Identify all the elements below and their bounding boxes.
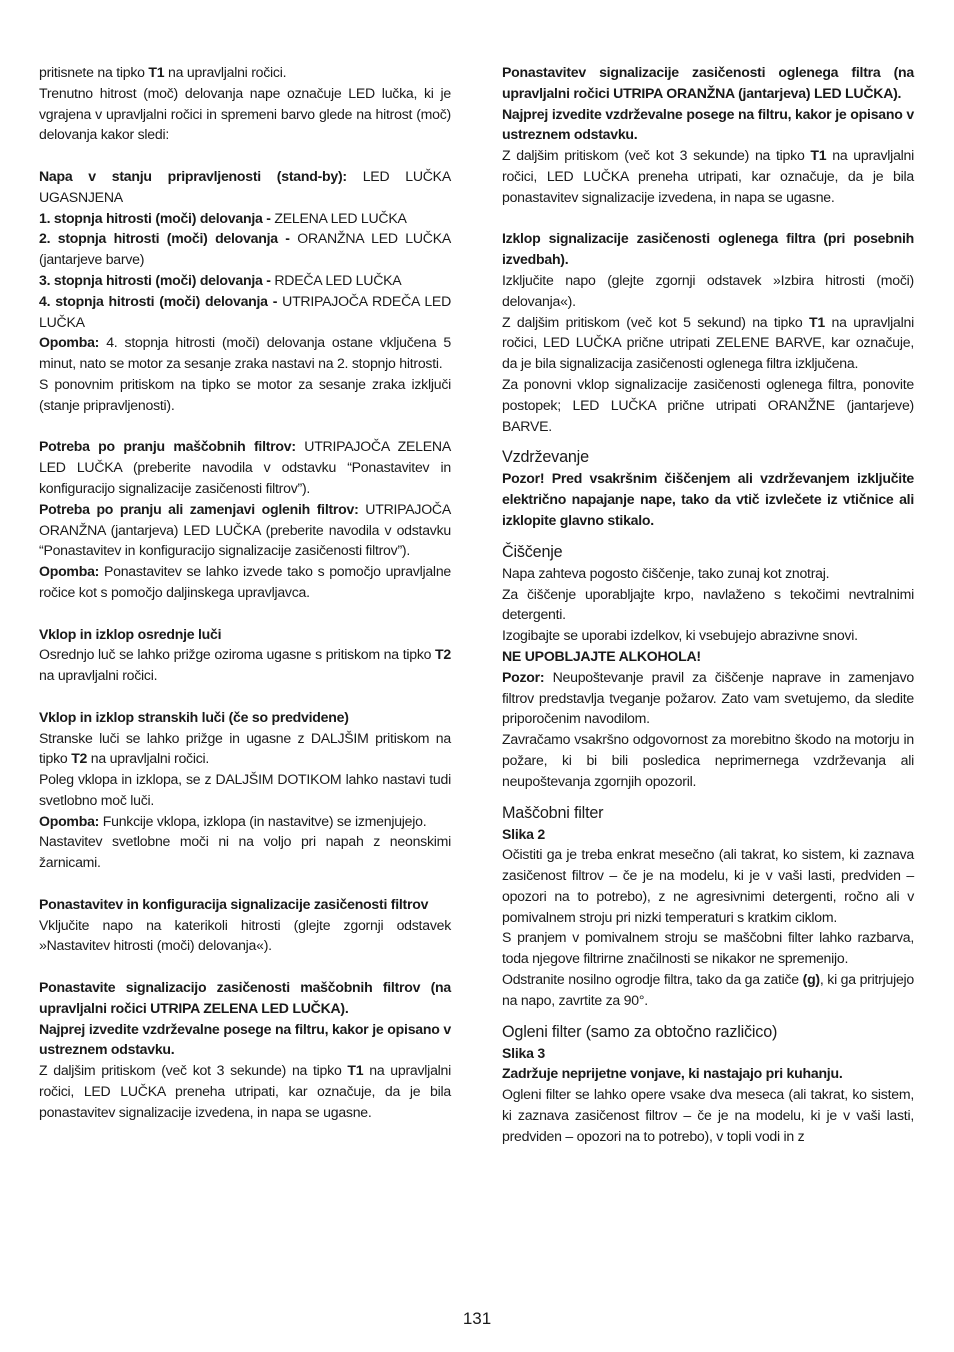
left-column [39,62,451,1123]
figure-label: Slika 3 [502,1044,545,1061]
paragraph: Ogleni filter se lahko opere vsake dva meseca (ali takrat, ko sistem, ki zaznava zasičenost filtrov – če je na modelu, ki je v vaši lasti, predviden – opozori na to potrebo), v topli vodi in z [502,1086,914,1144]
text: Odstranite nosilno ogrodje filtra, tako da ga zatiče [502,971,803,988]
key-label: T1 [347,1062,364,1079]
status-value: ZELENA LED LUČKA [270,209,407,226]
key-label: T1 [809,313,825,330]
note-label: Opomba: [39,334,100,351]
paragraph: Očistiti ga je treba enkrat mesečno (ali takrat, ko sistem, ki zaznava zasičenost filtrov – če je na modelu, ki je v vaši lasti, predviden – opozori na to potrebo), z ne agresivnimi detergenti, ročno ali v pomivalnem stroju pri nizki temperaturi s kratkim ciklom. [502,846,914,925]
warning [502,646,914,667]
part-label: (g) [802,971,820,988]
text: Osrednjo luč se lahko prižge oziroma ugasne s pritiskom na tipko [39,646,436,663]
section-heading-reset-carbon [502,62,914,104]
paragraph: Nastavitev svetlobne moči ni na voljo pri napah z neonskimi žarnicami. [39,833,451,871]
section-heading-reset [39,894,451,915]
warning-text: Najprej izvedite vzdrževalne posege na filtru, kakor je opisano v ustreznem odstavku. [502,105,914,143]
grease-filter-status [39,436,451,498]
text: na upravljalni ročici. [87,750,210,767]
note-label: Opomba: [39,563,100,580]
text: Z daljšim pritiskom (več kot 5 sekund) na tipko [502,313,810,330]
status-label: 2. stopnja hitrosti (moči) delovanja - [39,230,290,247]
key-label: T2 [435,646,451,663]
section-heading-disable-carbon [502,228,914,270]
paragraph: Izključite napo (glejte zgornji odstavek »Izbira hitrosti (moči) delovanja«). [502,271,914,309]
status-label: 1. stopnja hitrosti (moči) delovanja - [39,209,271,226]
text: na upravljalni ročici. [164,64,287,80]
heading-text: Izklop signalizacije zasičenosti oglenega filtra (pri posebnih izvedbah). [502,230,914,268]
note-text: Funkcije vklopa, izklopa (in nastavitve) se izmenjujejo. [99,812,427,829]
heading-text: Ponastavitev signalizacije zasičenosti oglenega filtra (na upravljalni ročici UTRIPA ORANŽNA (jantarjeva) LED LUČKA). [502,64,914,101]
section-title-maintenance: Vzdrževanje [502,448,589,467]
figure-label: Slika 2 [502,825,545,842]
text: na upravljalni ročici, LED LUČKA preneha utripati, kar označuje, da je bila ponastavitev signalizacije izvedena, in napa se ugasne. [39,1062,452,1120]
paragraph [502,312,914,374]
right-column [502,62,914,1147]
note-label: Pozor: [502,668,545,685]
text: na upravljalni ročici. [39,667,158,684]
heading-text: Vklop in izklop stranskih luči (če so predvidene) [39,708,349,725]
warning [502,104,914,146]
text: Stranske luči se lahko prižge in ugasne z DALJŠIM pritiskom na tipko [39,729,451,767]
carbon-filter-status [39,499,451,561]
section-title-cleaning: Čiščenje [502,542,563,561]
paragraph: Zavračamo vsakršno odgovornost za morebitno škodo na motorju in požare, ki bi bili posledica neprimernega vzdrževanja ali neupoštevanja zgornjih opozoril. [502,731,914,789]
text: na upravljalni ročici, LED LUČKA preneha utripati, kar označuje, da je bila ponastavitev signalizacije izvedena, in napa se ugasne. [502,147,915,205]
paragraph [502,145,914,207]
status-speed-4 [39,291,451,333]
status-label: Potreba po pranju maščobnih filtrov: [39,438,296,455]
text: Z daljšim pritiskom (več kot 3 sekunde) na tipko [502,147,811,164]
note [502,667,914,729]
paragraph: S pranjem v pomivalnem stroju se maščobni filter lahko razbarva, toda njegove filtrirne značilnosti se nikakor ne spremenijo. [502,929,914,967]
paragraph: Izogibajte se uporabi izdelkov, ki vsebujejo abrazivne snovi. [502,627,858,644]
section-heading-side-lights [39,707,451,728]
status-value: UTRIPAJOČA RDEČA LED LUČKA [39,292,451,330]
section-title-carbon-filter: Ogleni filter (samo za obtočno različico) [502,1022,778,1041]
paragraph: Vključite napo na katerikoli hitrosti (glejte zgornji odstavek »Nastavitev hitrosti (moči) delovanja«). [39,916,451,954]
warning [502,468,914,530]
note-text: Ponastavitev se lahko izvede tako s pomočjo upravljalne ročice kot s pomočjo daljinskega upravljavca. [39,563,451,600]
key-label: T1 [148,64,165,80]
page-number: 131 [462,1309,492,1328]
heading-text: Vklop in izklop osrednje luči [39,625,222,642]
paragraph: Napa zahteva pogosto čiščenje, tako zunaj kot znotraj. [502,564,830,581]
highlight-text: Zadržuje neprijetne vonjave, ki nastajajo pri kuhanju. [502,1065,843,1082]
note-text: 4. stopnja hitrosti (moči) delovanja ostane vključena 5 minut, nato se motor za sesanje zraka nastavi na 2. stopnjo hitrosti. [39,334,451,372]
paragraph: S ponovnim pritiskom na tipko se motor za sesanje zraka izključi (stanje pripravljenosti). [39,375,451,413]
key-label: T2 [71,750,88,767]
paragraph [39,62,451,83]
note [39,811,451,832]
status-label: 4. stopnja hitrosti (moči) delovanja - [39,292,278,309]
section-title-grease-filter: Maščobni filter [502,803,604,822]
warning-text: NE UPOBLJAJTE ALKOHOLA! [502,647,701,664]
text: na upravljalni ročici, LED LUČKA prične utripati ZELENE BARVE, kar označuje, da je bila signalizacija zasičenosti oglenega filtra izključena. [502,313,914,372]
paragraph [39,728,451,770]
warning [39,1019,451,1061]
status-value: ORANŽNA LED LUČKA (jantarjeve barve) [39,230,451,268]
section-heading-reset-grease [39,977,451,1019]
status-value: RDEČA LED LUČKA [270,271,402,288]
paragraph [502,969,914,1011]
status-value: UTRIPAJOČA ZELENA LED LUČKA (preberite navodila v odstavku “Ponastavitev in konfiguracijo signalizacije zasičenosti filtrov”). [39,438,451,496]
paragraph: Za čiščenje uporabljajte krpo, navlaženo s tekočimi nevtralnimi detergenti. [502,585,914,623]
status-speed-1 [39,208,451,229]
key-label: T1 [810,147,827,164]
figure-reference [502,824,914,845]
status-label: Potreba po pranju ali zamenjavi oglenih filtrov: [39,500,359,517]
status-speed-3 [39,270,451,291]
status-value: UTRIPAJOČA ORANŽNA (jantarjeva) LED LUČKA (preberite navodila v odstavku “Ponastavitev in konfiguracijo signalizacije zasičenosti filtrov”). [39,500,452,559]
status-label: Napa v stanju pripravljenosti (stand-by): [39,167,347,184]
status-standby [39,166,451,208]
note [39,561,451,603]
paragraph: Za ponovni vklop signalizacije zasičenosti oglenega filtra, ponovite postopek; LED LUČKA prične utripati ORANŽNE (jantarjeve) BARVE. [502,375,914,434]
text: pritisnete na tipko [39,64,149,80]
status-speed-2 [39,228,451,270]
text: , ki ga pritrjujejo na napo, zavrtite za 90°. [502,971,915,1008]
figure-reference [502,1043,914,1064]
paragraph: Poleg vklopa in izklopa, se z DALJŠIM DOTIKOM lahko nastavi tudi svetlobno moč luči. [39,771,451,808]
status-value: LED LUČKA UGASNJENA [39,167,451,205]
heading-text: Ponastavite signalizacijo zasičenosti maščobnih filtrov (na upravljalni ročici UTRIPA ZELENA LED LUČKA). [39,979,451,1016]
section-heading-center-light [39,624,451,645]
text: Z daljšim pritiskom (več kot 3 sekunde) na tipko [39,1062,348,1079]
warning-text: Pozor! Pred vsakršnim čiščenjem ali vzdrževanjem izključite električno napajanje nape, tako da vtič izvlečete iz vtičnice ali izklopite glavno stikalo. [502,470,914,528]
paragraph [39,644,451,686]
paragraph: Trenutno hitrost (moč) delovanja nape označuje LED lučka, ki je vgrajena v upravljalni ročici in spremeni barvo glede na hitrost (moč) delovanja kakor sledi: [39,84,451,143]
heading-text: Ponastavitev in konfiguracija signalizacije zasičenosti filtrov [39,895,429,912]
paragraph [39,1060,451,1122]
note [39,332,451,374]
note-label: Opomba: [39,812,100,829]
highlight [502,1063,914,1084]
note-text: Neupoštevanje pravil za čiščenje naprave in zamenjavo filtrov predstavlja tveganje požarov. Zato vam svetujemo, da sledite priporočenim navodilom. [502,668,914,727]
warning-text: Najprej izvedite vzdrževalne posege na filtru, kakor je opisano v ustreznem odstavku. [39,1020,451,1058]
status-label: 3. stopnja hitrosti (moči) delovanja - [39,271,271,288]
